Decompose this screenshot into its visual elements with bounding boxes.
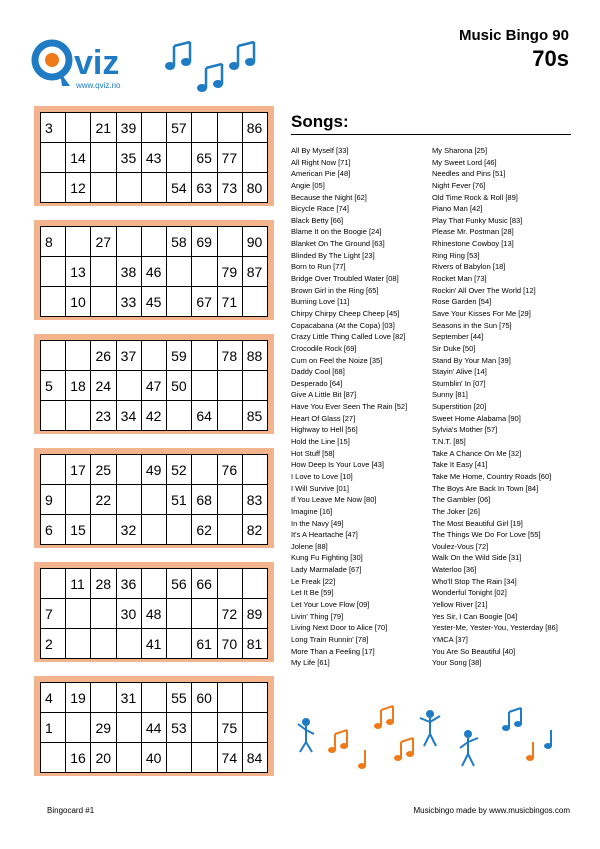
bingo-cell: 54 [167, 173, 192, 203]
song-item: Highway to Hell [56] [291, 425, 358, 435]
song-item: Who'll Stop The Rain [34] [432, 576, 517, 586]
bingo-grid [40, 226, 268, 317]
bingo-cell [66, 401, 91, 431]
song-item: Burning Love [11] [291, 297, 350, 307]
bingo-cell: 65 [192, 143, 217, 173]
song-item: I Will Survive [01] [291, 483, 349, 493]
bingo-cell: 68 [192, 485, 217, 515]
bingo-cell: 17 [66, 455, 91, 485]
bingo-cell: 67 [192, 287, 217, 317]
bingo-cell: 10 [66, 287, 91, 317]
logo-text: viz [74, 44, 120, 82]
bingo-cell [41, 143, 66, 173]
bingo-cell: 22 [91, 485, 116, 515]
bingo-cell [141, 569, 166, 599]
song-item: Sunny [81] [432, 390, 468, 400]
bingo-cell: 27 [91, 227, 116, 257]
bingo-cell [41, 173, 66, 203]
songs-divider [291, 134, 571, 135]
bingo-cell [192, 713, 217, 743]
bingo-cell [91, 287, 116, 317]
song-item: Jolene [88] [291, 541, 328, 551]
bingo-cell [192, 341, 217, 371]
bingo-row [41, 113, 268, 143]
song-item: Chirpy Chirpy Cheep Cheep [45] [291, 308, 400, 318]
song-item: My Sweet Lord [46] [432, 157, 497, 167]
bingo-cell: 40 [141, 743, 166, 773]
bingo-cell [116, 371, 141, 401]
logo-url: www.qviz.no [76, 81, 121, 90]
song-item: My Life [61] [291, 658, 330, 668]
song-item: You Are So Beautiful [40] [432, 646, 516, 656]
bingo-cell: 48 [141, 599, 166, 629]
bingo-row [41, 713, 268, 743]
bingo-cell [116, 743, 141, 773]
bingo-cell: 88 [242, 341, 267, 371]
bingo-cell: 32 [116, 515, 141, 545]
bingo-cell: 20 [91, 743, 116, 773]
song-item: YMCA [37] [432, 634, 468, 644]
bingo-cell [66, 227, 91, 257]
bingo-cell [141, 683, 166, 713]
song-item: How Deep Is Your Love [43] [291, 460, 384, 470]
bingo-cell: 61 [192, 629, 217, 659]
song-item: Piano Man [42] [432, 204, 483, 214]
song-item: Stayin' Alive [14] [432, 367, 487, 377]
bingo-cell [217, 485, 242, 515]
bingo-cell: 87 [242, 257, 267, 287]
bingo-cell [141, 485, 166, 515]
song-item: I Love to Love [10] [291, 471, 353, 481]
bingo-cell [41, 257, 66, 287]
song-item: T.N.T. [85] [432, 437, 466, 447]
bingo-grid [40, 340, 268, 431]
bingo-cell [167, 599, 192, 629]
song-item: Waterloo [36] [432, 565, 477, 575]
bingo-cell: 41 [141, 629, 166, 659]
bingo-cell: 38 [116, 257, 141, 287]
bingo-cell: 75 [217, 713, 242, 743]
bingo-cell [41, 569, 66, 599]
song-item: Blinded By The Light [23] [291, 250, 375, 260]
bingo-cell [242, 143, 267, 173]
bingo-row [41, 257, 268, 287]
dancing-figures-icon [292, 700, 572, 780]
bingo-cell [91, 143, 116, 173]
song-item: Old Time Rock & Roll [89] [432, 192, 518, 202]
bingo-row [41, 599, 268, 629]
bingo-cell [91, 257, 116, 287]
bingo-row [41, 569, 268, 599]
bingo-cell [217, 401, 242, 431]
bingo-cell: 52 [167, 455, 192, 485]
song-item: Superstition [20] [432, 402, 487, 412]
bingo-cell: 39 [116, 113, 141, 143]
bingo-cell: 63 [192, 173, 217, 203]
song-item: Born to Run [77] [291, 262, 346, 272]
song-item: Long Train Runnin' [78] [291, 634, 369, 644]
song-item: Hot Stuff [58] [291, 448, 335, 458]
song-item: The Boys Are Back In Town [84] [432, 483, 539, 493]
bingo-cell [141, 227, 166, 257]
bingo-cell: 9 [41, 485, 66, 515]
song-item: Because the Night [62] [291, 192, 367, 202]
song-item: Crocodile Rock [69] [291, 343, 357, 353]
song-item: Blame It on the Boogie [24] [291, 227, 382, 237]
bingo-cell: 71 [217, 287, 242, 317]
song-item: Have You Ever Seen The Rain [52] [291, 402, 408, 412]
bingo-cell: 77 [217, 143, 242, 173]
bingo-cell: 30 [116, 599, 141, 629]
bingo-cell [41, 455, 66, 485]
bingo-cell: 13 [66, 257, 91, 287]
bingo-cell: 11 [66, 569, 91, 599]
bingo-row [41, 485, 268, 515]
bingo-cell: 4 [41, 683, 66, 713]
bingo-cell [167, 287, 192, 317]
song-item: Voulez-Vous [72] [432, 541, 489, 551]
bingo-cell [141, 113, 166, 143]
bingo-cell [192, 257, 217, 287]
song-item: Your Song [38] [432, 658, 482, 668]
song-item: Bicycle Race [74] [291, 204, 349, 214]
bingo-cell [242, 455, 267, 485]
bingo-cell [66, 713, 91, 743]
bingo-cell: 72 [217, 599, 242, 629]
bingo-cell: 14 [66, 143, 91, 173]
footer-credit: Musicbingo made by www.musicbingos.com [413, 806, 570, 815]
bingo-cell [91, 173, 116, 203]
bingo-cell: 37 [116, 341, 141, 371]
song-item: In the Navy [49] [291, 518, 344, 528]
bingo-cell [217, 371, 242, 401]
bingo-cell: 66 [192, 569, 217, 599]
bingo-cell: 19 [66, 683, 91, 713]
bingo-cell: 58 [167, 227, 192, 257]
bingo-cell [242, 371, 267, 401]
bingo-cell [192, 371, 217, 401]
bingo-row [41, 173, 268, 203]
song-item: The Joker [26] [432, 506, 480, 516]
bingo-cell [66, 341, 91, 371]
bingo-cell [116, 485, 141, 515]
bingo-cell: 59 [167, 341, 192, 371]
bingo-cell: 73 [217, 173, 242, 203]
bingo-cell: 2 [41, 629, 66, 659]
song-item: Blanket On The Ground [63] [291, 239, 385, 249]
bingo-card [34, 106, 274, 206]
song-item: Le Freak [22] [291, 576, 336, 586]
bingo-cell [242, 683, 267, 713]
bingo-cell [66, 113, 91, 143]
bingo-cell: 49 [141, 455, 166, 485]
bingo-card [34, 334, 274, 434]
bingo-card [34, 448, 274, 548]
song-item: Please Mr. Postman [28] [432, 227, 514, 237]
songs-column-right [432, 145, 577, 669]
song-item: Night Fever [76] [432, 180, 486, 190]
song-item: Save Your Kisses For Me [29] [432, 308, 531, 318]
song-item: American Pie [48] [291, 169, 351, 179]
song-item: The Gambler [06] [432, 495, 491, 505]
song-item: Angie [05] [291, 180, 325, 190]
title-line1: Music Bingo 90 [458, 27, 569, 44]
song-item: Rose Garden [54] [432, 297, 492, 307]
song-item: Sweet Home Alabama [90] [432, 413, 521, 423]
song-item: Stumblin' In [07] [432, 378, 486, 388]
bingo-row [41, 683, 268, 713]
song-item: Let Your Love Flow [09] [291, 599, 370, 609]
song-item: Yes Sir, I Can Boogie [04] [432, 611, 518, 621]
bingo-row [41, 515, 268, 545]
song-item: Lady Marmalade [67] [291, 565, 362, 575]
bingo-grid [40, 682, 268, 773]
song-item: Brown Girl in the Ring [65] [291, 285, 379, 295]
bingo-cell: 5 [41, 371, 66, 401]
bingo-cell [217, 113, 242, 143]
bingo-cell [242, 287, 267, 317]
title-line2: 70s [532, 46, 569, 71]
song-item: Take It Easy [41] [432, 460, 488, 470]
song-item: The Most Beautiful Girl [19] [432, 518, 523, 528]
bingo-cell: 46 [141, 257, 166, 287]
bingo-cell: 78 [217, 341, 242, 371]
bingo-cell [167, 257, 192, 287]
song-item: Livin' Thing [79] [291, 611, 344, 621]
bingo-cell [116, 713, 141, 743]
bingo-row [41, 371, 268, 401]
song-item: Yester-Me, Yester-You, Yesterday [86] [432, 623, 558, 633]
bingo-cell: 15 [66, 515, 91, 545]
bingo-cell: 33 [116, 287, 141, 317]
song-item: Play That Funky Music [83] [432, 215, 523, 225]
song-item: Crazy Little Thing Called Love [82] [291, 332, 406, 342]
bingo-cell [66, 599, 91, 629]
song-item: Sylvia's Mother [57] [432, 425, 498, 435]
songs-heading: Songs: [291, 112, 349, 131]
bingo-cell [66, 485, 91, 515]
bingo-cell [91, 683, 116, 713]
bingo-cell [167, 401, 192, 431]
bingo-cell [116, 227, 141, 257]
bingo-cell: 86 [242, 113, 267, 143]
song-item: Seasons in the Sun [75] [432, 320, 512, 330]
bingo-row [41, 401, 268, 431]
bingo-cell: 6 [41, 515, 66, 545]
song-item: Daddy Cool [68] [291, 367, 345, 377]
bingo-cell: 64 [192, 401, 217, 431]
bingo-cell: 42 [141, 401, 166, 431]
bingo-cell [91, 515, 116, 545]
song-item: Needles and Pins [51] [432, 169, 506, 179]
bingo-cell [91, 599, 116, 629]
bingo-cell: 3 [41, 113, 66, 143]
song-item: Copacabana (At the Copa) [03] [291, 320, 395, 330]
bingo-cell [192, 743, 217, 773]
bingo-cell: 24 [91, 371, 116, 401]
bingo-cell: 8 [41, 227, 66, 257]
bingo-row [41, 629, 268, 659]
qviz-logo [30, 36, 170, 96]
bingo-cell: 84 [242, 743, 267, 773]
bingo-cell [242, 569, 267, 599]
bingo-row [41, 341, 268, 371]
bingo-cell: 69 [192, 227, 217, 257]
song-item: Black Betty [66] [291, 215, 344, 225]
song-item: September [44] [432, 332, 484, 342]
bingo-cell: 62 [192, 515, 217, 545]
song-item: If You Leave Me Now [80] [291, 495, 377, 505]
bingo-cell: 35 [116, 143, 141, 173]
bingo-cell: 18 [66, 371, 91, 401]
bingo-cell [116, 629, 141, 659]
bingo-cell [91, 629, 116, 659]
bingo-cell: 51 [167, 485, 192, 515]
song-item: Rockin' All Over The World [12] [432, 285, 536, 295]
bingo-cell [41, 341, 66, 371]
song-item: The Things We Do For Love [55] [432, 530, 541, 540]
bingo-cell [192, 455, 217, 485]
bingo-cell: 36 [116, 569, 141, 599]
bingo-cell [217, 569, 242, 599]
bingo-card [34, 220, 274, 320]
bingo-cell: 43 [141, 143, 166, 173]
bingo-cell [192, 599, 217, 629]
song-item: Ring Ring [53] [432, 250, 480, 260]
bingo-row [41, 227, 268, 257]
song-item: Imagine [16] [291, 506, 333, 516]
bingo-cell: 16 [66, 743, 91, 773]
song-item: Take A Chance On Me [32] [432, 448, 522, 458]
bingo-card [34, 676, 274, 776]
bingo-grid [40, 568, 268, 659]
song-item: More Than a Feeling [17] [291, 646, 375, 656]
bingo-cell [242, 713, 267, 743]
bingo-cell [41, 287, 66, 317]
song-item: Bridge Over Troubled Water [08] [291, 274, 399, 284]
bingo-cell: 23 [91, 401, 116, 431]
bingo-cell: 44 [141, 713, 166, 743]
bingo-row [41, 743, 268, 773]
bingo-row [41, 143, 268, 173]
bingo-row [41, 455, 268, 485]
bingo-cell: 50 [167, 371, 192, 401]
song-item: Kung Fu Fighting [30] [291, 553, 363, 563]
song-item: Walk On the Wild Side [31] [432, 553, 522, 563]
bingo-cell: 56 [167, 569, 192, 599]
bingo-cell [66, 629, 91, 659]
bingo-cell [167, 743, 192, 773]
bingo-cell: 70 [217, 629, 242, 659]
song-item: Let It Be [59] [291, 588, 334, 598]
bingo-cell: 57 [167, 113, 192, 143]
bingo-cell: 25 [91, 455, 116, 485]
bingo-cell: 53 [167, 713, 192, 743]
song-item: Sir Duke [50] [432, 343, 476, 353]
bingo-cell [41, 743, 66, 773]
bingo-cell: 89 [242, 599, 267, 629]
bingo-cell: 26 [91, 341, 116, 371]
bingo-cell: 31 [116, 683, 141, 713]
bingo-cell [167, 515, 192, 545]
bingo-cell [217, 515, 242, 545]
song-item: Stand By Your Man [39] [432, 355, 511, 365]
song-item: Wonderful Tonight [02] [432, 588, 507, 598]
footer-card-number: Bingocard #1 [47, 806, 95, 815]
bingo-cell: 21 [91, 113, 116, 143]
bingo-cell: 7 [41, 599, 66, 629]
bingo-cell [41, 401, 66, 431]
bingo-cell: 12 [66, 173, 91, 203]
bingo-cell [192, 113, 217, 143]
song-item: Desperado [64] [291, 378, 343, 388]
bingo-cell [141, 173, 166, 203]
bingo-cell: 83 [242, 485, 267, 515]
bingo-cell [116, 173, 141, 203]
bingo-grid [40, 454, 268, 545]
bingo-cell: 81 [242, 629, 267, 659]
bingo-cell [217, 227, 242, 257]
song-item: Hold the Line [15] [291, 437, 350, 447]
bingo-cell: 28 [91, 569, 116, 599]
bingo-cell: 29 [91, 713, 116, 743]
bingo-grid [40, 112, 268, 203]
bingo-cell: 1 [41, 713, 66, 743]
bingo-cell: 60 [192, 683, 217, 713]
song-item: Take Me Home, Country Roads [60] [432, 471, 552, 481]
bingo-cell: 90 [242, 227, 267, 257]
bingo-cell [167, 629, 192, 659]
bingo-cell [217, 683, 242, 713]
song-item: My Sharona [25] [432, 146, 488, 155]
song-item: Yellow River [21] [432, 599, 488, 609]
bingo-cell [141, 341, 166, 371]
bingo-cell: 74 [217, 743, 242, 773]
bingo-cell: 76 [217, 455, 242, 485]
bingo-card [34, 562, 274, 662]
song-item: Rhinestone Cowboy [13] [432, 239, 514, 249]
songs-column-left [291, 145, 433, 669]
bingo-cell: 47 [141, 371, 166, 401]
bingo-cell: 34 [116, 401, 141, 431]
song-item: Rivers of Babylon [18] [432, 262, 506, 272]
bingo-cell: 80 [242, 173, 267, 203]
song-item: Heart Of Glass [27] [291, 413, 356, 423]
song-item: All Right Now [71] [291, 157, 351, 167]
bingo-cell [141, 515, 166, 545]
song-item: Living Next Door to Alice [70] [291, 623, 388, 633]
song-item: Give A Little Bit [87] [291, 390, 357, 400]
bingo-cell [167, 143, 192, 173]
song-item: It's A Heartache [47] [291, 530, 358, 540]
bingo-cell: 45 [141, 287, 166, 317]
song-item: Rocket Man [73] [432, 274, 487, 284]
song-item: All By Myself [33] [291, 146, 349, 155]
bingo-cell: 82 [242, 515, 267, 545]
bingo-cell: 79 [217, 257, 242, 287]
song-item: Cum on Feel the Noize [35] [291, 355, 383, 365]
bingo-cell [116, 455, 141, 485]
bingo-row [41, 287, 268, 317]
bingo-cell: 55 [167, 683, 192, 713]
music-notes-icon [160, 38, 280, 98]
bingo-cell: 85 [242, 401, 267, 431]
